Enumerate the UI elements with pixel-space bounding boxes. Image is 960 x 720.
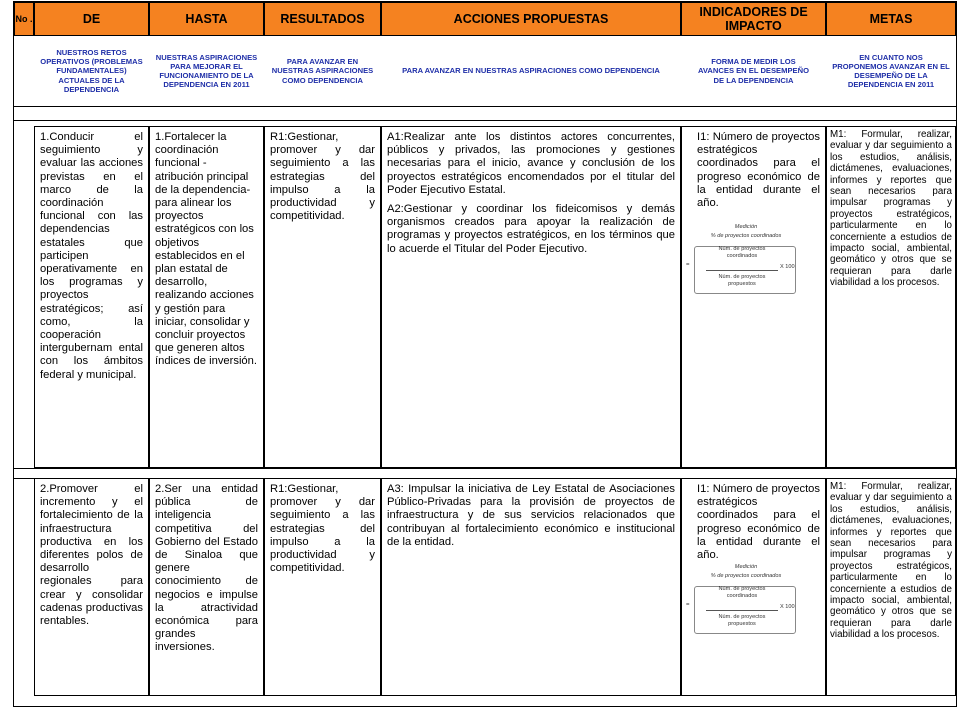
row1-hasta-text: 1.Fortalecer la coordinación funcional - atribución principal de la dependencia- para alinear los proyectos estratégicos con los objetivos establecidos en el plan estatal de desarrollo, realizando acciones y gestión para iniciar, consolidar y concluir proyectos que generen altos índices de inversión. bbox=[155, 131, 257, 368]
row2-medicion-formula bbox=[686, 564, 821, 644]
row2-de-text: 2.Promover el incremento y el fortalecimiento de la infraestructura productiva en los diferentes polos de desarrollo regionales para crear y consolidar cadenas productivas rentables. bbox=[40, 483, 143, 628]
row1-acciones-text bbox=[381, 128, 681, 468]
subheader-hasta bbox=[149, 36, 264, 106]
subheader-de bbox=[34, 36, 149, 106]
header-hasta bbox=[149, 2, 264, 36]
subheader-metas bbox=[826, 36, 956, 106]
divider bbox=[14, 120, 956, 121]
medicion-numerator: Núm. de proyectos coordinados bbox=[718, 246, 766, 259]
medicion-subtitle: % de proyectos coordinados bbox=[710, 573, 782, 579]
medicion-denominator: Núm. de proyectos propuestos bbox=[718, 614, 766, 627]
header-indicadores bbox=[681, 2, 826, 36]
divider bbox=[14, 468, 956, 469]
subheader-indicadores bbox=[681, 36, 826, 106]
medicion-fraction-line bbox=[706, 270, 778, 271]
accion-a1: A1:Realizar ante los distintos actores concurrentes, públicos y privados, las promociones y gestiones necesarias para el inicio, avance y conclusión de los proyectos estratégicos encomendados por el titular del Poder Ejecutivo Estatal. bbox=[387, 131, 675, 196]
medicion-numerator: Núm. de proyectos coordinados bbox=[718, 586, 766, 599]
divider bbox=[14, 106, 956, 107]
medicion-denominator: Núm. de proyectos propuestos bbox=[718, 274, 766, 287]
medicion-equals: = bbox=[686, 262, 690, 268]
subheader-acciones bbox=[381, 36, 681, 106]
header-resultados bbox=[264, 2, 381, 36]
subheader-hasta-label: NUESTRAS ASPIRACIONES PARA MEJORAR EL FUNCIONAMIENTO DE LA DEPENDENCIA EN 2011 bbox=[155, 52, 258, 90]
header-indicadores-label: INDICADORES DE IMPACTO bbox=[699, 5, 808, 33]
row1-indicador-label: I1: Número de proyectos estratégicos coordinados para el progreso económico de la entidad durante el año. bbox=[697, 131, 820, 210]
accion-a3: A3: Impulsar la iniciativa de Ley Estatal de Asociaciones Público-Privadas para la provisión de proyectos de infraestructura y de sus servicios relacionados que contribuyan al fortalecimiento económico e institucional de la entidad. bbox=[387, 483, 675, 548]
header-no bbox=[14, 2, 34, 36]
row1-metas-text: M1: Formular, realizar, evaluar y dar seguimiento a los estudios, análisis, dictámenes, evaluaciones, informes y reportes que sean necesarios para impulsar programas y proyectos estratégicos, particularmente en lo concerniente a estudios de impacto social, ambiental, geomático y otros que se requieran para darle viabilidad a los procesos. bbox=[830, 129, 952, 289]
subheader-resultados bbox=[264, 36, 381, 106]
row2-metas-text: M1: Formular, realizar, evaluar y dar seguimiento a los estudios, análisis, dictámenes, evaluaciones, informes y reportes que sean necesarios para impulsar programas y proyectos estratégicos, particularmente en lo concerniente a estudios de impacto social, ambiental, geomático y otros que se requieran para darle viabilidad a los procesos. bbox=[830, 481, 952, 641]
subheader-metas-label: EN CUANTO NOS PROPONEMOS AVANZAR EN EL DESEMPEÑO DE LA DEPENDENCIA EN 2011 bbox=[832, 52, 950, 90]
row2-resultados-text: R1:Gestionar, promover y dar seguimiento a las estrategias del impulso a la productividad y competitividad. bbox=[270, 483, 375, 575]
medicion-subtitle: % de proyectos coordinados bbox=[710, 233, 782, 239]
row2-hasta-text: 2.Ser una entidad pública de inteligencia competitiva del Gobierno del Estado de Sinaloa que genere conocimiento de negocios e impulse la atractividad económica para grandes inversiones. bbox=[155, 483, 258, 654]
subheader-acciones-label: PARA AVANZAR EN NUESTRAS ASPIRACIONES COMO DEPENDENCIA bbox=[402, 66, 660, 76]
accion-a2: A2:Gestionar y coordinar los fideicomisos y demás organismos creados para apoyar la realización de programas y proyectos estratégicos, en los términos que lo acuerde el Titular del Poder Ejecutivo. bbox=[387, 203, 675, 255]
medicion-title: Medición bbox=[734, 564, 758, 570]
row2-indicador-label: I1: Número de proyectos estratégicos coordinados para el progreso económico de la entidad durante el año. bbox=[697, 483, 820, 562]
header-acciones-label: ACCIONES PROPUESTAS bbox=[453, 12, 609, 26]
medicion-fraction-line bbox=[706, 610, 778, 611]
subheader-resultados-label: PARA AVANZAR EN NUESTRAS ASPIRACIONES COMO DEPENDENCIA bbox=[271, 57, 374, 85]
subheader-indicadores-label: FORMA DE MEDIR LOS AVANCES EN EL DESEMPEÑO DE LA DEPENDENCIA bbox=[698, 57, 809, 85]
medicion-factor: X 100 bbox=[780, 264, 795, 270]
header-de bbox=[34, 2, 149, 36]
row1-medicion-formula bbox=[686, 224, 821, 304]
header-acciones bbox=[381, 2, 681, 36]
subheader-de-label: NUESTROS RETOS OPERATIVOS (PROBLEMAS FUNDAMENTALES) ACTUALES DE LA DEPENDENCIA bbox=[40, 47, 143, 94]
planning-table bbox=[13, 1, 957, 707]
header-resultados-label: RESULTADOS bbox=[280, 12, 365, 26]
row1-resultados-text: R1:Gestionar, promover y dar seguimiento a las estrategias del impulso a la productividad y competitividad. bbox=[270, 131, 375, 223]
medicion-equals: = bbox=[686, 602, 690, 608]
header-no-label: No . bbox=[15, 14, 33, 24]
header-metas bbox=[826, 2, 956, 36]
medicion-title: Medición bbox=[734, 224, 758, 230]
row2-acciones-text bbox=[381, 480, 681, 696]
medicion-factor: X 100 bbox=[780, 604, 795, 610]
header-metas-label: METAS bbox=[869, 12, 913, 26]
header-hasta-label: HASTA bbox=[185, 12, 228, 26]
row1-de-text: 1.Conducir el seguimiento y evaluar las acciones previstas en el marco de la coordinación funcional con las dependencias estatales que participen operativamente en los programas y proyectos estratégicos; así como, la cooperación intergubernam ental con los ámbitos federal y municipal. bbox=[40, 131, 143, 381]
header-de-label: DE bbox=[82, 12, 101, 26]
